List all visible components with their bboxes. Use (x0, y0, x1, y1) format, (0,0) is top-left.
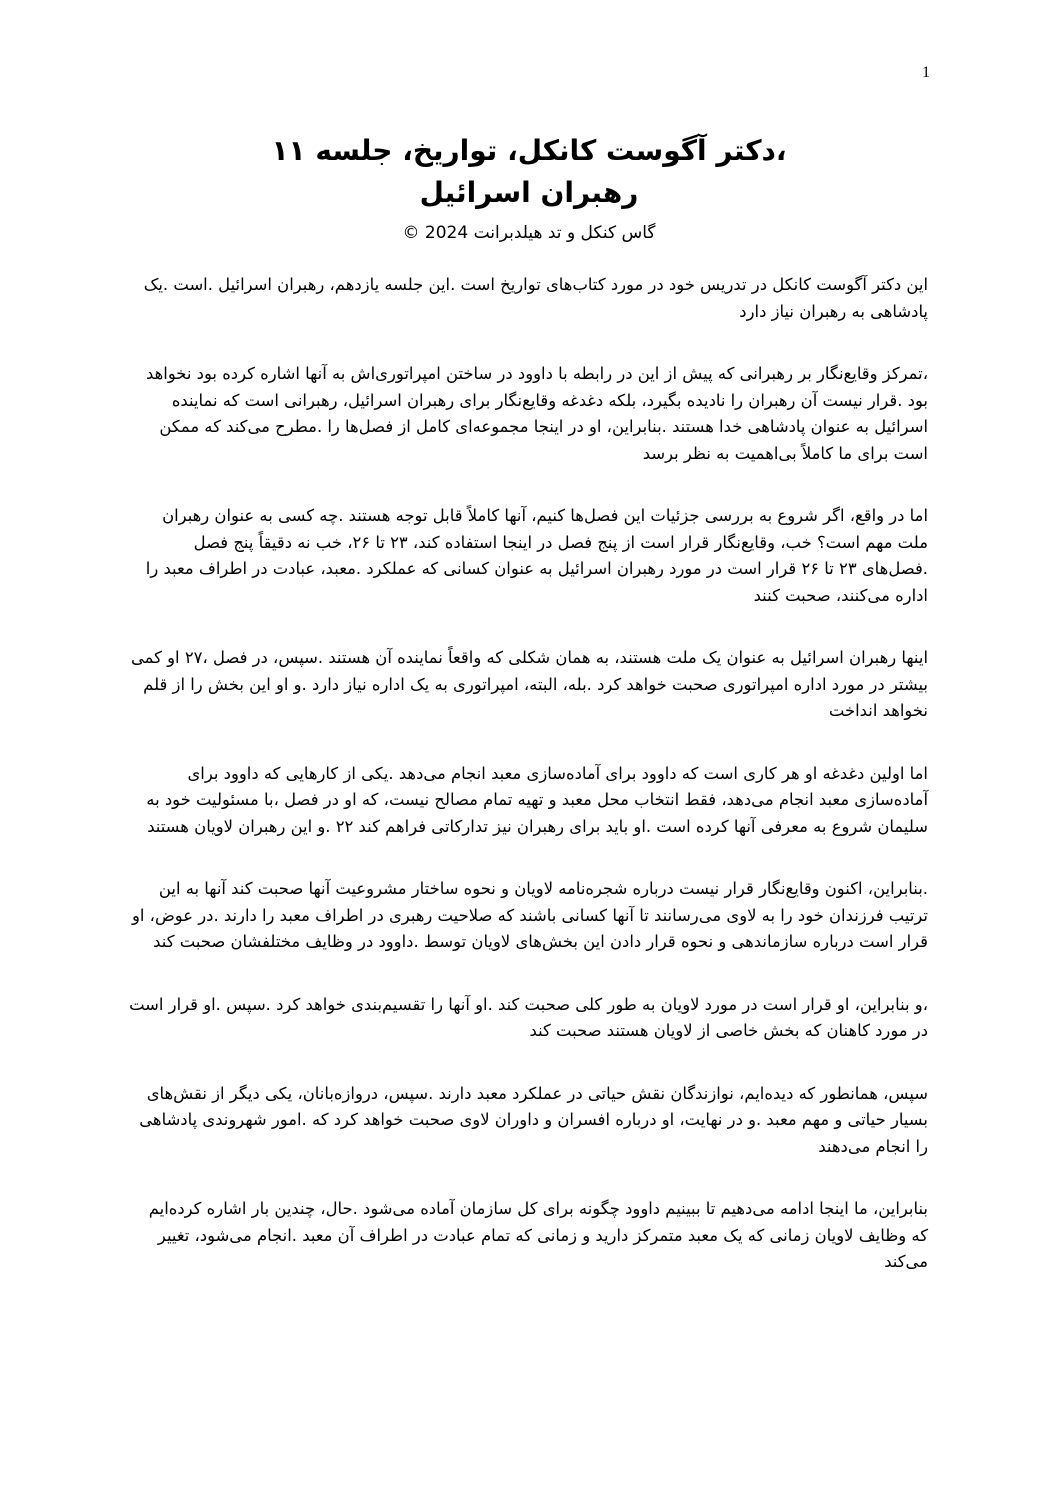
paragraph-4: اینها رهبران اسرائیل به عنوان یک ملت هستند، به همان شکلی که واقعاً نماینده آن هستند .سپس، در فصل ،۲۷ او کمی بیشتر در مورد اداره امپراتوری صحبت خواهد کرد .بله، البته، امپراتوری به یک اداره نیاز دارد .و او این بخش را از قلم نخواهد انداخت (130, 648, 928, 720)
paragraph-6: .بنابراین، اکنون وقایع‌نگار قرار نیست درباره شجره‌نامه لاویان و نحوه ساختار مشروعیت آنها صحبت کند آنها به این ترتیب فرزندان خود را به لاوی می‌رسانند تا آنها کسانی باشند که صلاحیت رهبری در اطراف معبد را دارند .در عوض، او قرار است درباره سازماندهی و نحوه قرار دادن این بخش‌های لاویان توسط .داوود در وظایف مختلفشان صحبت کند (131, 879, 928, 951)
paragraph-9: بنابراین، ما اینجا ادامه می‌دهیم تا ببینیم داوود چگونه برای کل سازمان آماده می‌شود .حال، چندین بار اشاره کرده‌ایم که وظایف لاویان زمانی که یک معبد متمرکز دارید و زمانی که تمام عبادت در اطراف آن معبد .انجام می‌شود، تغییر می‌کند (148, 1199, 928, 1271)
page-number: 1 (922, 64, 930, 81)
document-body (128, 272, 928, 1312)
document-title-line-2: رهبران اسرائیل (419, 176, 639, 209)
paragraph-2: ،تمرکز وقایع‌نگار بر رهبرانی که پیش از این در رابطه با داوود در ساختن امپراتوری‌اش به آنها اشاره کرده بود نخواهد بود .قرار نیست آن رهبران را نادیده بگیرد، بلکه دغدغه وقایع‌نگار برای رهبران اسرائیل، رهبرانی است که نماینده اسرائیل به عنوان پادشاهی خدا هستند .بنابراین، او در اینجا مجموعه‌ای کامل از فصل‌ها را .مطرح می‌کند که ممکن است برای ما کاملاً بی‌اهمیت به نظر برسد (146, 364, 928, 463)
document-header (0, 130, 1058, 250)
paragraph-8: سپس، همانطور که دیده‌ایم، نوازندگان نقش حیاتی در عملکرد معبد دارند .سپس، دروازه‌بانان، یکی دیگر از نقش‌های بسیار حیاتی و مهم معبد .و در نهایت، او درباره افسران و داوران لاوی صحبت خواهد کرد که .امور شهروندی پادشاهی را انجام می‌دهند (139, 1083, 928, 1156)
paragraph-1: این دکتر آگوست کانکل در تدریس خود در مورد کتاب‌های تواریخ است .این جلسه یازدهم، رهبران اسرائیل .است .یک پادشاهی به رهبران نیاز دارد (143, 275, 928, 321)
paragraph-3: اما در واقع، اگر شروع به بررسی جزئیات این فصل‌ها کنیم، آنها کاملاً قابل توجه هستند .چه کسی به عنوان رهبران ملت مهم است؟ خب، وقایع‌نگار قرار است از پنج فصل در اینجا استفاده کند، ۲۳ تا ۲۶، خب نه دقیقاً پنج فصل .فصل‌های ۲۳ تا ۲۶ قرار است در مورد رهبران اسرائیل به عنوان کسانی که عملکرد .معبد، عبادت در اطراف معبد را اداره می‌کنند، صحبت کنند (145, 506, 928, 605)
document-title-line-1: ،دکتر آگوست کانکل، تواریخ، جلسه ۱۱ (271, 134, 787, 167)
paragraph-7: ،و بنابراین، او قرار است در مورد لاویان به طور کلی صحبت کند .او آنها را تقسیم‌بندی خواهد کرد .سپس .او قرار است در مورد کاهنان که بخش خاصی از لاویان هستند صحبت کند (129, 994, 928, 1040)
copyright-notice: گاس کنکل و تد هیلدبرانت 2024 © (402, 223, 656, 243)
paragraph-5: اما اولین دغدغه او هر کاری است که داوود برای آماده‌سازی معبد انجام می‌دهد .یکی از کارهایی که داوود برای آماده‌سازی معبد انجام می‌دهد، فقط انتخاب محل معبد و تهیه تمام مصالح نیست، که او در فصل ،با مسئولیت خود به سلیمان شروع به معرفی آنها کرده است .او باید برای رهبران نیز تدارکاتی فراهم کند ۲۲ .و این رهبران لاویان هستند (146, 763, 928, 836)
